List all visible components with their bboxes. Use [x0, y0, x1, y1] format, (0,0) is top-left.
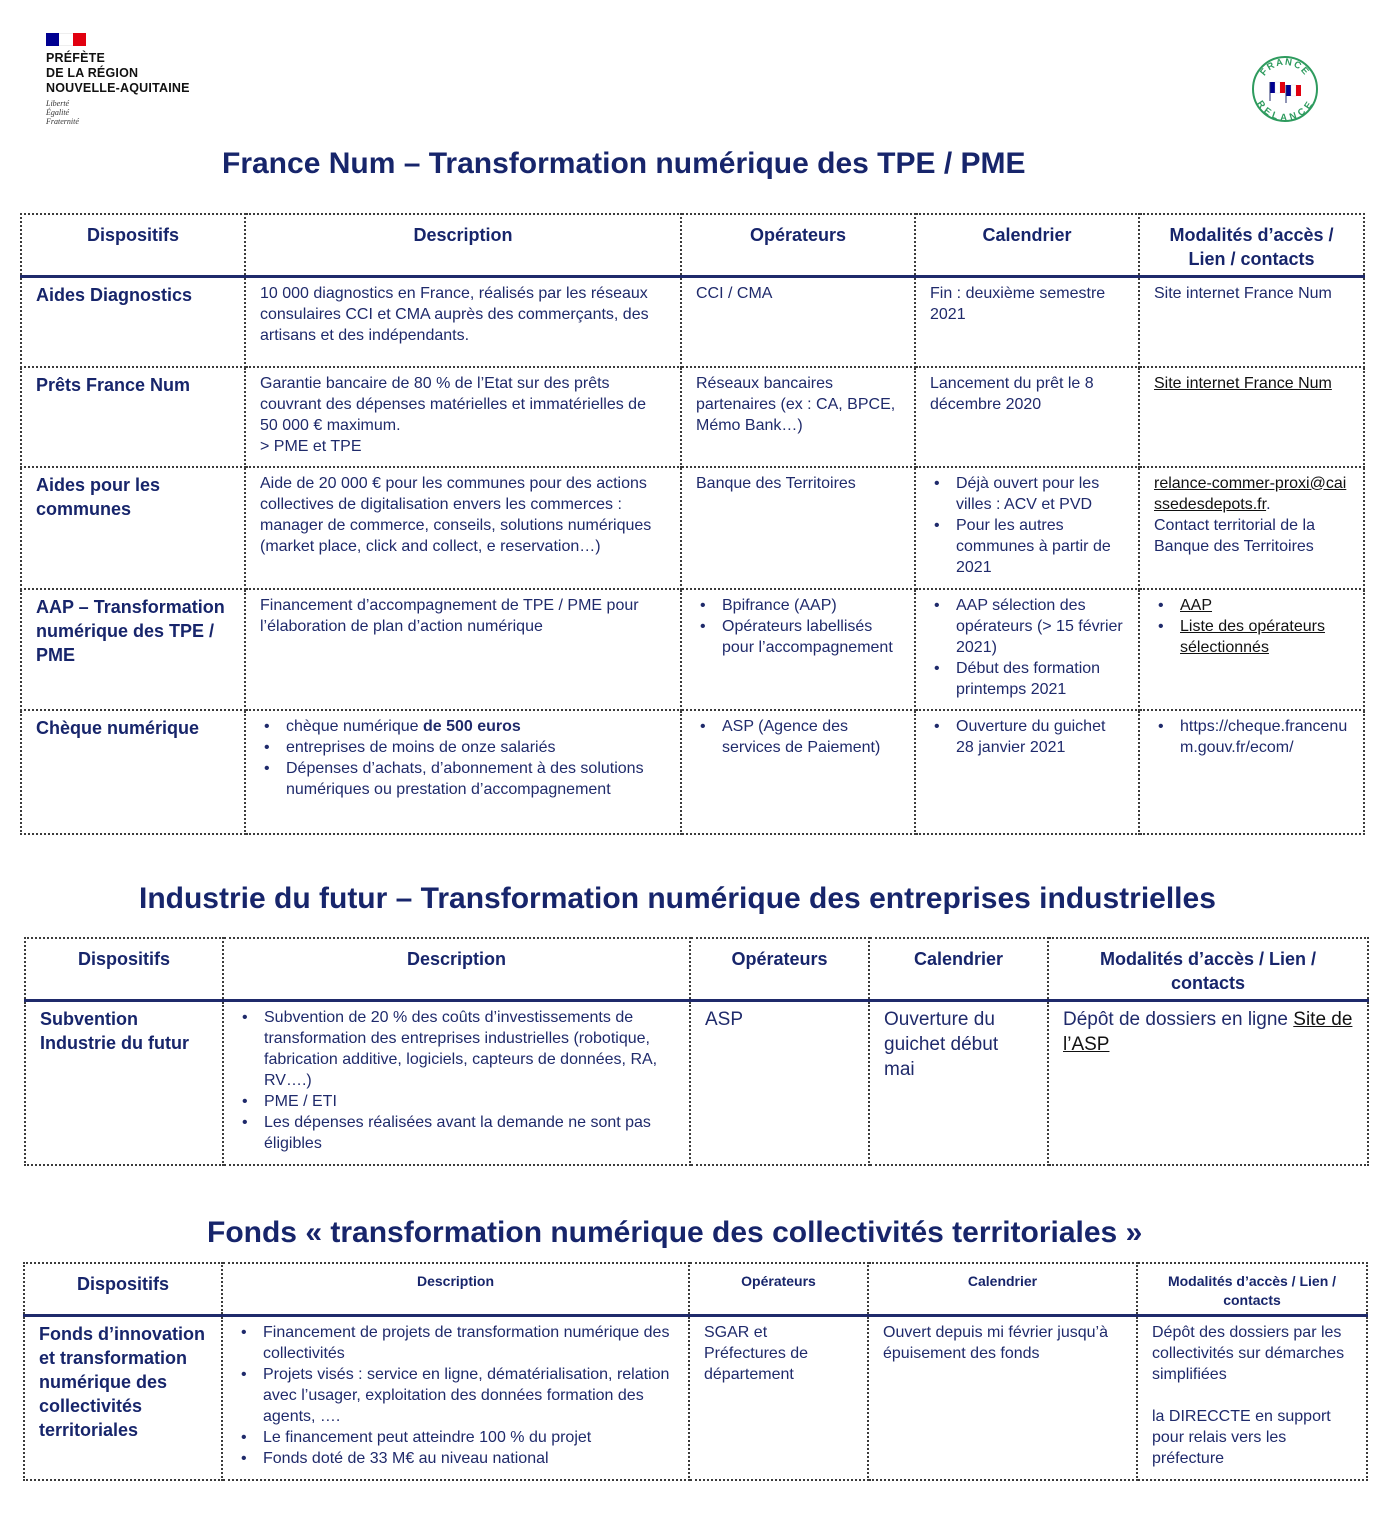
row-calendar: Lancement du prêt le 8 décembre 2020: [915, 367, 1139, 467]
row-operators: CCI / CMA: [681, 277, 915, 367]
header-calendrier: Calendrier: [868, 1263, 1137, 1316]
list-item: • AAP sélection des opérateurs (> 15 février 2021): [930, 595, 1124, 658]
prefecture-logo: [46, 33, 190, 126]
table-row: [24, 1316, 1367, 1480]
row-description: Aide de 20 000 € pour les communes pour des actions collectives de digitalisation envers les commerces : manager de commerce, conseils, solutions numériques (market place, click and collect, e reservation…): [245, 467, 681, 589]
access-text-1: Dépôt des dossiers par les collectivités sur démarches simplifiées: [1152, 1324, 1345, 1383]
france-num-link[interactable]: Site internet France Num: [1154, 374, 1332, 392]
relance-top-text: FRANCE: [1258, 56, 1312, 79]
header-modalites: Modalités d’accès / Lien / contacts: [1139, 214, 1364, 277]
header-modalites: Modalités d’accès / Lien / contacts: [1137, 1263, 1367, 1316]
header-calendrier: Calendrier: [915, 214, 1139, 277]
list-item: • Début des formation printemps 2021: [930, 658, 1124, 700]
row-description: Garantie bancaire de 80 % de l’Etat sur des prêts couvrant des dépenses matérielles et immatérielles de 50 000 € maximum. > PME et TPE: [245, 367, 681, 467]
table-header-row: [25, 938, 1368, 1001]
row-description: 10 000 diagnostics en France, réalisés par les réseaux consulaires CCI et CMA auprès des commerçants, des artisans et des indépendants.: [245, 277, 681, 367]
row-operators: SGAR et Préfectures de département: [689, 1316, 868, 1480]
header-description: Description: [223, 938, 690, 1001]
row-access: [1139, 367, 1364, 467]
row-access: relance-commer-proxi@caissedesdepots.fr. Contact territorial de la Banque des Territoires: [1139, 467, 1364, 589]
list-item: • Subvention de 20 % des coûts d’investissements de transformation des entreprises industrielles (robotique, fabrication additive, logiciels, capteurs de données, RA, RV….): [238, 1007, 675, 1091]
header-description: Description: [222, 1263, 689, 1316]
list-item: • Ouverture du guichet 28 janvier 2021: [930, 716, 1124, 758]
row-calendar: Fin : deuxième semestre 2021: [915, 277, 1139, 367]
industrie-futur-table: [24, 937, 1369, 1166]
marianne-flag-icon: [46, 33, 86, 46]
row-calendar: [915, 710, 1139, 834]
row-operators: ASP: [690, 1001, 869, 1165]
section1-title: France Num – Transformation numérique des TPE / PME: [222, 147, 1026, 180]
row-description: Financement d’accompagnement de TPE / PME pour l’élaboration de plan d’action numérique: [245, 589, 681, 710]
table-row: [21, 467, 1364, 589]
table-row: [25, 1001, 1368, 1165]
row-label: Prêts France Num: [21, 367, 245, 467]
row-label: Fonds d’innovation et transformation numérique des collectivités territoriales: [24, 1316, 222, 1480]
row-operators: [681, 589, 915, 710]
list-item: • Déjà ouvert pour les villes : ACV et PVD: [930, 473, 1124, 515]
section2-title: Industrie du futur – Transformation numérique des entreprises industrielles: [139, 882, 1216, 915]
row-label: Aides Diagnostics: [21, 277, 245, 367]
list-item: • PME / ETI: [238, 1091, 675, 1112]
row-operators: Réseaux bancaires partenaires (ex : CA, BPCE, Mémo Bank…): [681, 367, 915, 467]
header-operateurs: Opérateurs: [681, 214, 915, 277]
row-label: AAP – Transformation numérique des TPE / PME: [21, 589, 245, 710]
row-description: [245, 710, 681, 834]
header-description: Description: [245, 214, 681, 277]
list-item: • ASP (Agence des services de Paiement): [696, 716, 900, 758]
row-access: [1139, 710, 1364, 834]
table-row: [21, 589, 1364, 710]
row-description: [222, 1316, 689, 1480]
cheque-url-link[interactable]: • https://cheque.francenum.gouv.fr/ecom/: [1154, 716, 1349, 758]
row-calendar: [915, 467, 1139, 589]
list-item: • Les dépenses réalisées avant la demande ne sont pas éligibles: [238, 1112, 675, 1154]
list-item: • Projets visés : service en ligne, dématérialisation, relation avec l’usager, exploitation des données formation des agents, ….: [237, 1364, 674, 1427]
list-item: • chèque numérique de 500 euros: [260, 716, 666, 737]
france-num-table: [20, 213, 1365, 835]
row-calendar: Ouverture du guichet début mai: [869, 1001, 1048, 1165]
row-access: [1139, 589, 1364, 710]
table-header-row: [21, 214, 1364, 277]
list-item: • Pour les autres communes à partir de 2021: [930, 515, 1124, 578]
access-text: Contact territorial de la Banque des Territoires: [1154, 516, 1315, 555]
table-header-row: [24, 1263, 1367, 1316]
list-item: • Opérateurs labellisés pour l’accompagnement: [696, 616, 900, 658]
table-row: [21, 277, 1364, 367]
table-row: [21, 367, 1364, 467]
email-link[interactable]: relance-commer-proxi@caissedesdepots.fr: [1154, 474, 1347, 513]
list-item: • entreprises de moins de onze salariés: [260, 737, 666, 758]
header-calendrier: Calendrier: [869, 938, 1048, 1001]
row-access: Dépôt de dossiers en ligne Site de l’ASP: [1048, 1001, 1368, 1165]
access-text-2: la DIRECCTE en support pour relais vers les préfecture: [1152, 1408, 1331, 1467]
list-item: • Le financement peut atteindre 100 % du projet: [237, 1427, 674, 1448]
row-operators: [681, 710, 915, 834]
republic-motto: Liberté Égalité Fraternité: [46, 99, 79, 126]
row-label: Aides pour les communes: [21, 467, 245, 589]
prefecture-name: PRÉFÈTE DE LA RÉGION NOUVELLE-AQUITAINE: [46, 51, 190, 95]
header-modalites: Modalités d’accès / Lien / contacts: [1048, 938, 1368, 1001]
row-calendar: Ouvert depuis mi février jusqu’à épuisement des fonds: [868, 1316, 1137, 1480]
row-label: Chèque numérique: [21, 710, 245, 834]
list-item: [1154, 616, 1349, 658]
header-operateurs: Opérateurs: [690, 938, 869, 1001]
header-dispositifs: Dispositifs: [21, 214, 245, 277]
section3-title: Fonds « transformation numérique des collectivités territoriales »: [207, 1216, 1143, 1249]
header-dispositifs: Dispositifs: [25, 938, 223, 1001]
relance-bottom-text: RELANCE: [1254, 98, 1316, 123]
table-row: [21, 710, 1364, 834]
list-item: • Dépenses d’achats, d’abonnement à des solutions numériques ou prestation d’accompagnement: [260, 758, 666, 800]
row-description: [223, 1001, 690, 1165]
row-label: Subvention Industrie du futur: [25, 1001, 223, 1165]
header-dispositifs: Dispositifs: [24, 1263, 222, 1316]
operators-list-link[interactable]: Liste des opérateurs sélectionnés: [1180, 617, 1325, 656]
asp-site-link[interactable]: Site de l’ASP: [1063, 1009, 1353, 1055]
france-relance-logo-icon: [1251, 55, 1319, 123]
list-item: [1154, 595, 1349, 616]
row-calendar: [915, 589, 1139, 710]
aap-link[interactable]: AAP: [1180, 596, 1213, 614]
row-access: [1137, 1316, 1367, 1480]
row-access: Site internet France Num: [1139, 277, 1364, 367]
collectivites-table: [23, 1262, 1368, 1481]
list-item: • Bpifrance (AAP): [696, 595, 900, 616]
list-item: • Fonds doté de 33 M€ au niveau national: [237, 1448, 674, 1469]
list-item: • Financement de projets de transformation numérique des collectivités: [237, 1322, 674, 1364]
header-operateurs: Opérateurs: [689, 1263, 868, 1316]
row-operators: Banque des Territoires: [681, 467, 915, 589]
